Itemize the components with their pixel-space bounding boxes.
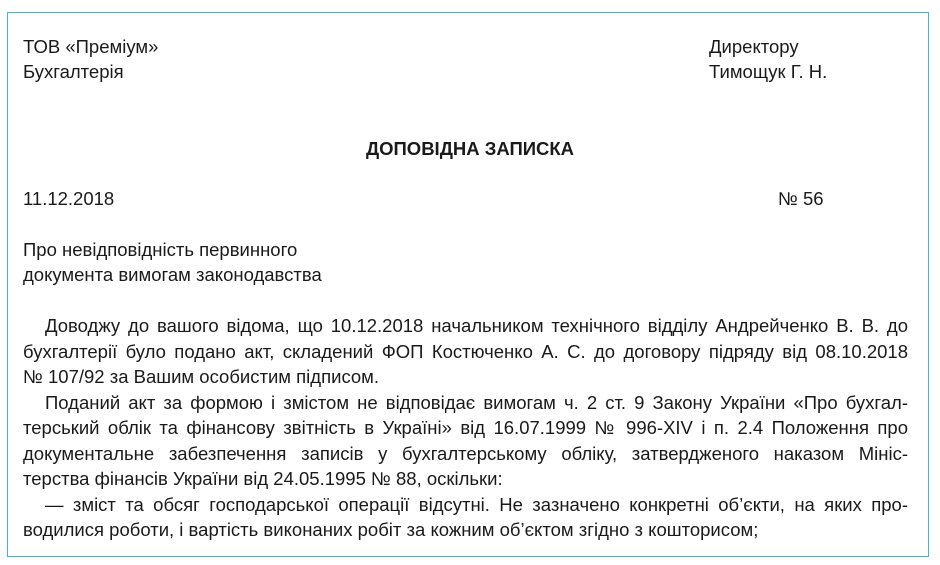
body-line: Доводжу до вашого відома, що 10.12.2018 начальником технічного відділу Андрейченко В. В. до [45,315,908,336]
paragraph-1 [23,313,908,390]
doc-number: № 56 [778,188,824,209]
doc-title: ДОПОВІДНА ЗАПИСКА [365,138,575,159]
body-line: № 107/92 за Вашим особистим підписом. [23,366,380,387]
doc-date: 11.12.2018 [23,188,115,209]
body-line: бухгалтерії було подано акт, складений ФОП Костюченко А. С. до договору підряду від 08.10.2018 [23,340,908,362]
recipient-position: Директору [709,36,799,57]
paragraph-3 [23,492,908,543]
recipient-name: Тимощук Г. Н. [709,61,828,82]
recipient-block [709,34,827,84]
subject-line-1: Про невідповідність первинного [23,239,298,260]
sender-block [23,34,158,84]
body-line: водилися роботи, і вартість виконаних робіт за кожним об’єктом згідно з кошторисом; [23,519,759,540]
subject-block [23,237,322,287]
body-line: — зміст та обсяг господарської операції відсутні. Не зазначено конкретні об’єкти, на яких про- [45,493,908,515]
body-line: Поданий акт за формою і змістом не відповідає вимогам ч. 2 ст. 9 Закону України «Про бухгал- [45,391,908,413]
body-line: документальне забезпечення записів у бухгалтерському обліку, затвердженого наказом Мініс- [23,442,908,464]
sender-dept: Бухгалтерія [23,61,124,82]
body-line: терства фінансів України від 24.05.1995 № 88, оскільки: [23,468,503,489]
subject-line-2: документа вимогам законодавства [23,264,322,285]
memo-body [23,313,908,543]
sender-org: ТОВ «Преміум» [23,36,159,57]
body-line: терський облік та фінансову звітність в Україні» від 16.07.1999 № 996-XIV і п. 2.4 Положення про [23,417,908,438]
paragraph-2 [23,390,908,492]
